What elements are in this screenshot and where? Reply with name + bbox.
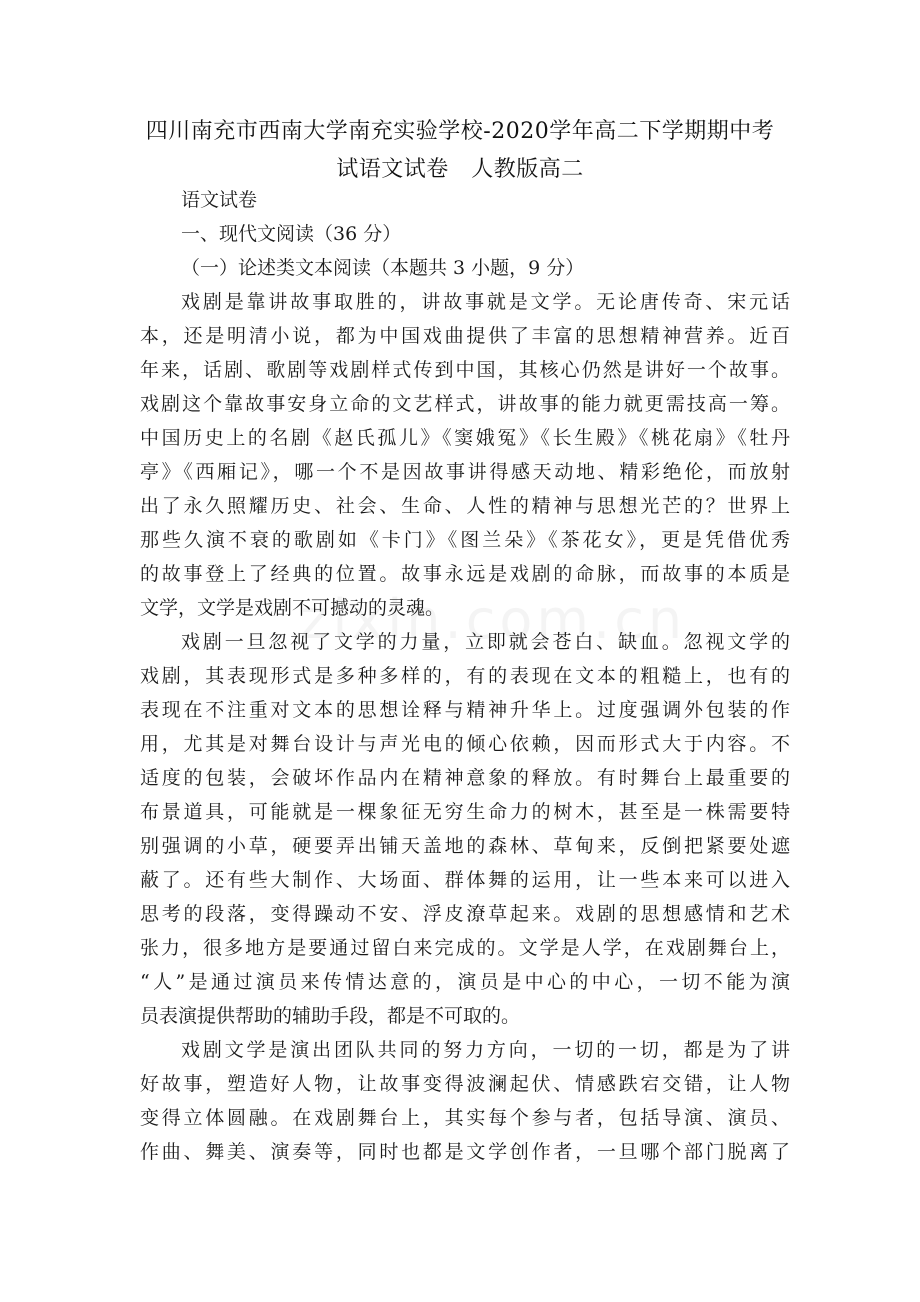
- paragraph-line: 别强调的小草，硬要弄出铺天盖地的森林、草甸来，反倒把紧要处遮: [140, 835, 790, 857]
- paragraph-line: 适度的包装，会破坏作品内在精神意象的释放。有时舞台上最重要的: [140, 767, 790, 789]
- paragraph-line: 年来，话剧、歌剧等戏剧样式传到中国，其核心仍然是讲好一个故事。: [140, 359, 790, 381]
- paragraph-line: 戏剧一旦忽视了文学的力量，立即就会苍白、缺血。忽视文学的: [181, 631, 790, 653]
- subsection-heading: （一）论述类文本阅读（本题共 3 小题，9 分）: [181, 257, 585, 279]
- paragraph-line: 那些久演不衰的歌剧如《卡门》《图兰朵》《茶花女》，更是凭借优秀: [140, 529, 790, 551]
- paragraph-line: 本，还是明清小说，都为中国戏曲提供了丰富的思想精神营养。近百: [140, 325, 790, 347]
- paragraph-line: 蔽了。还有些大制作、大场面、群体舞的运用，让一些本来可以进入: [140, 869, 790, 891]
- paragraph-line: 戏剧这个靠故事安身立命的文艺样式，讲故事的能力就更需技高一筹。: [140, 393, 790, 415]
- paragraph-line: 亭》《西厢记》，哪一个不是因故事讲得感天动地、精彩绝伦，而放射: [140, 461, 790, 483]
- paragraph-line: 中国历史上的名剧《赵氏孤儿》《窦娥冤》《长生殿》《桃花扇》《牡丹: [140, 427, 790, 449]
- section-heading: 一、现代文阅读（36 分）: [181, 223, 402, 245]
- document-title-line-1: 四川南充市西南大学南充实验学校-2020学年高二下学期期中考: [145, 119, 775, 144]
- paragraph-line: 作曲、舞美、演奏等，同时也都是文学创作者，一旦哪个部门脱离了: [140, 1141, 790, 1163]
- paragraph-line: 变得立体圆融。在戏剧舞台上，其实每个参与者，包括导演、演员、: [140, 1107, 790, 1129]
- paragraph-line: 的故事登上了经典的位置。故事永远是戏剧的命脉，而故事的本质是: [140, 563, 790, 585]
- paragraph-line: 文学，文学是戏剧不可撼动的灵魂。: [140, 597, 445, 619]
- paragraph-line: 用，尤其是对舞台设计与声光电的倾心依赖，因而形式大于内容。不: [140, 733, 790, 755]
- paragraph-line: 员表演提供帮助的辅助手段，都是不可取的。: [140, 1005, 521, 1027]
- paragraph-line: 表现在不注重对文本的思想诠释与精神升华上。过度强调外包装的作: [140, 699, 790, 721]
- paragraph-line: 布景道具，可能就是一棵象征无穷生命力的树木，甚至是一株需要特: [140, 801, 790, 823]
- paragraph-line: 好故事，塑造好人物，让故事变得波澜起伏、情感跌宕交错，让人物: [140, 1073, 790, 1095]
- paragraph-line: 思考的段落，变得躁动不安、浮皮潦草起来。戏剧的思想感情和艺术: [140, 903, 790, 925]
- paragraph-line: 张力，很多地方是要通过留白来完成的。文学是人学，在戏剧舞台上，: [140, 937, 790, 959]
- paragraph-line: 出了永久照耀历史、社会、生命、人性的精神与思想光芒的？世界上: [140, 495, 790, 517]
- document-title-line-2: 试语文试卷 人教版高二: [336, 157, 584, 182]
- paragraph-line: 戏剧是靠讲故事取胜的，讲故事就是文学。无论唐传奇、宋元话: [181, 291, 790, 313]
- paper-heading: 语文试卷: [181, 189, 258, 211]
- paragraph-line: 戏剧，其表现形式是多种多样的，有的表现在文本的粗糙上，也有的: [140, 665, 790, 687]
- paragraph-line: 戏剧文学是演出团队共同的努力方向，一切的一切，都是为了讲: [181, 1039, 790, 1061]
- paragraph-line: “人”是通过演员来传情达意的，演员是中心的中心，一切不能为演: [140, 971, 790, 993]
